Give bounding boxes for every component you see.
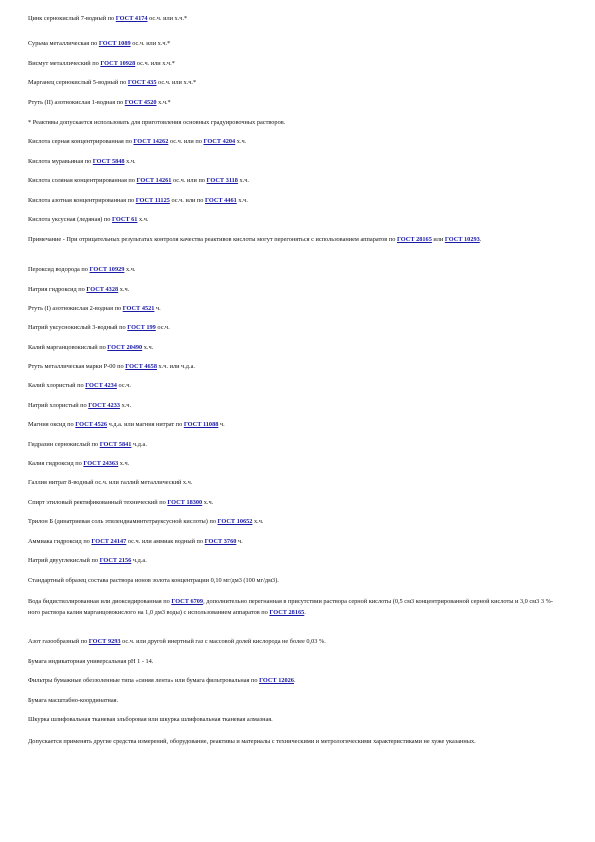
text-run: х.ч. <box>118 286 130 293</box>
gost-link[interactable]: ГОСТ 5841 <box>99 441 132 448</box>
text-run: ос.ч. <box>116 382 131 389</box>
text-run: Сурьма металлическая по <box>28 40 99 47</box>
paragraph <box>28 498 565 509</box>
text-run: Натрий уксуснокислый 3-водный по <box>28 324 128 331</box>
gost-link[interactable]: ГОСТ 24147 <box>91 538 127 545</box>
text-run: или <box>431 236 445 243</box>
text-run: Фильтры бумажные обеззоленные типа «синяя лента» или бумага фильтровальная по <box>28 677 260 684</box>
gost-link[interactable]: ГОСТ 9293 <box>88 638 121 645</box>
text-run: , дополнительно перегнанная в присутствии раствора серной кислоты (0,5 см3 концентрированной серной кислоты и 3,0 см3 3 %-ного раствора калия марганцовокислого на 1,0 дм3 воды) с использованием аппаратов по <box>28 598 553 616</box>
gost-link[interactable]: ГОСТ 2156 <box>99 557 132 564</box>
text-run: Натрий хлористый по <box>28 402 89 409</box>
text-run: х.ч. <box>236 197 248 204</box>
paragraph <box>28 14 565 25</box>
text-run: ос.ч. или другой инертный газ с массовой долей кислорода не более 0,03 %. <box>120 638 326 645</box>
text-run: Аммиака гидроксид по <box>28 538 92 545</box>
paragraph <box>28 537 565 548</box>
text-run: ос.ч. или по <box>169 197 206 204</box>
text-run: Кислота азотная концентрированная по <box>28 197 136 204</box>
paragraph <box>28 517 565 528</box>
gost-link[interactable]: ГОСТ 4233 <box>88 402 120 409</box>
gost-link[interactable]: ГОСТ 4461 <box>205 197 237 204</box>
paragraph <box>28 737 565 748</box>
gost-link[interactable]: ГОСТ 28165 <box>396 236 432 243</box>
gost-link[interactable]: ГОСТ 12026 <box>259 677 294 684</box>
gost-link[interactable]: ГОСТ 11088 <box>183 421 219 428</box>
text-run: . <box>479 236 482 243</box>
gost-link[interactable]: ГОСТ 4328 <box>86 286 119 293</box>
gost-link[interactable]: ГОСТ 3760 <box>204 538 237 545</box>
gost-link[interactable]: ГОСТ 5848 <box>92 158 125 165</box>
text-run: ос.ч. или аммиак водный по <box>126 538 205 545</box>
text-run: Шкурка шлифовальная тканевая эльборовая или шкурка шлифовальная тканевая алмазная. <box>28 716 273 723</box>
text-run: Калий марганцовокислый по <box>28 344 108 351</box>
paragraph <box>28 304 565 315</box>
paragraph <box>28 676 565 687</box>
paragraph <box>28 576 565 587</box>
text-run: х.ч. <box>118 460 130 467</box>
text-run: Гидразин сернокислый по <box>28 441 100 448</box>
paragraph <box>28 78 565 89</box>
paragraph <box>28 343 565 354</box>
paragraph <box>28 157 565 168</box>
text-run: Ртуть (II) азотнокислая 1-водная по <box>28 99 125 106</box>
paragraph <box>28 696 565 707</box>
paragraph <box>28 39 565 50</box>
text-run: ч.д.а. <box>131 557 147 564</box>
text-run: Ртуть (I) азотнокислая 2-водная по <box>28 305 123 312</box>
gost-link[interactable]: ГОСТ 10652 <box>217 518 253 525</box>
text-run: ч. <box>236 538 243 545</box>
paragraph <box>28 715 565 726</box>
gost-link[interactable]: ГОСТ 10928 <box>100 60 136 67</box>
gost-link[interactable]: ГОСТ 28165 <box>269 608 305 616</box>
text-run: Натрия гидроксид по <box>28 286 87 293</box>
gost-link[interactable]: ГОСТ 4174 <box>115 15 148 22</box>
paragraph <box>28 285 565 296</box>
text-run: ч.д.а. <box>131 441 147 448</box>
text-run: х.ч. <box>237 177 249 184</box>
gost-link[interactable]: ГОСТ 20490 <box>107 344 143 351</box>
text-run: ч. <box>218 421 225 428</box>
text-run: Спирт этиловый ректификованный технический по <box>28 499 168 506</box>
paragraph <box>28 657 565 668</box>
text-run: х.ч. <box>120 402 132 409</box>
text-run: Калий хлористый по <box>28 382 86 389</box>
gost-link[interactable]: ГОСТ 6709 <box>171 598 204 605</box>
paragraph <box>28 118 565 129</box>
gost-link[interactable]: ГОСТ 1089 <box>98 40 131 47</box>
paragraph <box>28 637 565 648</box>
gost-link[interactable]: ГОСТ 24363 <box>83 460 119 467</box>
paragraph <box>28 556 565 567</box>
text-run: Висмут металлический по <box>28 60 101 67</box>
paragraph <box>28 176 565 187</box>
text-run: . <box>304 608 306 616</box>
text-run: Бумага масштабно-координатная. <box>28 697 119 704</box>
paragraph <box>28 215 565 226</box>
text-run: х.ч. <box>252 518 264 525</box>
text-run: х.ч. <box>202 499 214 506</box>
text-run: * Реактивы допускается использовать для приготовления основных градуировочных растворов. <box>28 119 286 126</box>
paragraph <box>28 420 565 431</box>
gost-link[interactable]: ГОСТ 14262 <box>133 138 169 145</box>
gost-link[interactable]: ГОСТ 4658 <box>125 363 157 370</box>
paragraph <box>28 196 565 207</box>
text-run: Бумага индикаторная универсальная pH 1 - 14. <box>28 658 154 665</box>
text-run: х.ч.* <box>156 99 171 106</box>
paragraph <box>28 265 565 276</box>
paragraph <box>28 440 565 451</box>
text-run: х.ч. <box>142 344 154 351</box>
text-run: Кислота серная концентрированная по <box>28 138 134 145</box>
text-run: ч.д.а. или магния нитрат по <box>107 421 184 428</box>
text-run: Галлия нитрат 8-водный ос.ч. или галлий металлический х.ч. <box>28 479 193 486</box>
gost-link[interactable]: ГОСТ 18300 <box>167 499 203 506</box>
gost-link[interactable]: ГОСТ 4520 <box>124 99 157 106</box>
paragraph <box>28 478 565 489</box>
gost-link[interactable]: ГОСТ 4521 <box>122 305 155 312</box>
text-run: ос.ч. или по <box>168 138 204 145</box>
text-run: Вода бидистиллированная или диоксидированная по <box>28 598 172 605</box>
gost-link[interactable]: ГОСТ 435 <box>127 79 157 86</box>
gost-link[interactable]: ГОСТ 10929 <box>89 266 125 273</box>
text-run: ос.ч. или х.ч.* <box>135 60 175 67</box>
gost-link[interactable]: ГОСТ 4526 <box>75 421 108 428</box>
text-run: ос.ч. или х.ч.* <box>130 40 171 47</box>
text-run: ос.ч. или х.ч.* <box>147 15 188 22</box>
gost-link[interactable]: ГОСТ 11125 <box>135 197 170 204</box>
text-run: Ртуть металлическая марки Р-00 по <box>28 363 126 370</box>
text-run: Допускается применять другие средства измерений, оборудование, реактивы и материалы с техническими и метрологическими характеристиками не хуже указанных. <box>28 738 476 745</box>
text-run: Пероксид водорода по <box>28 266 90 273</box>
paragraph <box>28 323 565 334</box>
text-run: Примечание - При отрицательных результатах контроля качества реактивов кислоты могут перегоняться с использованием аппаратов по <box>28 236 397 243</box>
gost-link[interactable]: ГОСТ 10293 <box>444 236 480 243</box>
gost-link[interactable]: ГОСТ 4234 <box>85 382 117 389</box>
paragraph <box>28 597 565 618</box>
paragraph <box>28 235 565 246</box>
text-run: . <box>293 677 296 684</box>
text-run: Азот газообразный по <box>28 638 89 645</box>
text-run: Натрий двууглекислый по <box>28 557 100 564</box>
gost-link[interactable]: ГОСТ 14261 <box>136 177 172 184</box>
gost-link[interactable]: ГОСТ 199 <box>127 324 156 331</box>
gost-link[interactable]: ГОСТ 61 <box>112 216 138 223</box>
text-run: ос.ч. <box>155 324 170 331</box>
text-run: ос.ч. или по <box>171 177 207 184</box>
text-run: х.ч. или ч.д.а. <box>156 363 195 370</box>
text-run: Кислота муравьиная по <box>28 158 93 165</box>
text-run: Кислота соляная концентрированная по <box>28 177 137 184</box>
text-run: Стандартный образец состава раствора ионов золота концентрации 0,10 мг/дм3 (100 мг/дм3). <box>28 577 279 584</box>
text-run: Калия гидроксид по <box>28 460 84 467</box>
paragraph <box>28 401 565 412</box>
paragraph <box>28 459 565 470</box>
text-run: Цинк сернокислый 7-водный по <box>28 15 116 22</box>
paragraph <box>28 59 565 70</box>
paragraph <box>28 137 565 148</box>
paragraph <box>28 98 565 109</box>
text-run: х.ч. <box>137 216 149 223</box>
text-run: Кислота уксусная (ледяная) по <box>28 216 112 223</box>
text-run: х.ч. <box>124 266 136 273</box>
text-run: ос.ч. или х.ч.* <box>156 79 197 86</box>
text-run: Марганец сернокислый 5-водный по <box>28 79 128 86</box>
paragraph <box>28 381 565 392</box>
gost-link[interactable]: ГОСТ 4204 <box>203 138 236 145</box>
gost-link[interactable]: ГОСТ 3118 <box>206 177 238 184</box>
paragraph <box>28 362 565 373</box>
text-run: Магния оксид по <box>28 421 76 428</box>
text-run: ч. <box>154 305 161 312</box>
text-run: Трилон Б (динатриевая соль этилендиаминтетрауксусной кислоты) по <box>28 518 218 525</box>
text-run: х.ч. <box>124 158 136 165</box>
text-run: х.ч. <box>235 138 247 145</box>
